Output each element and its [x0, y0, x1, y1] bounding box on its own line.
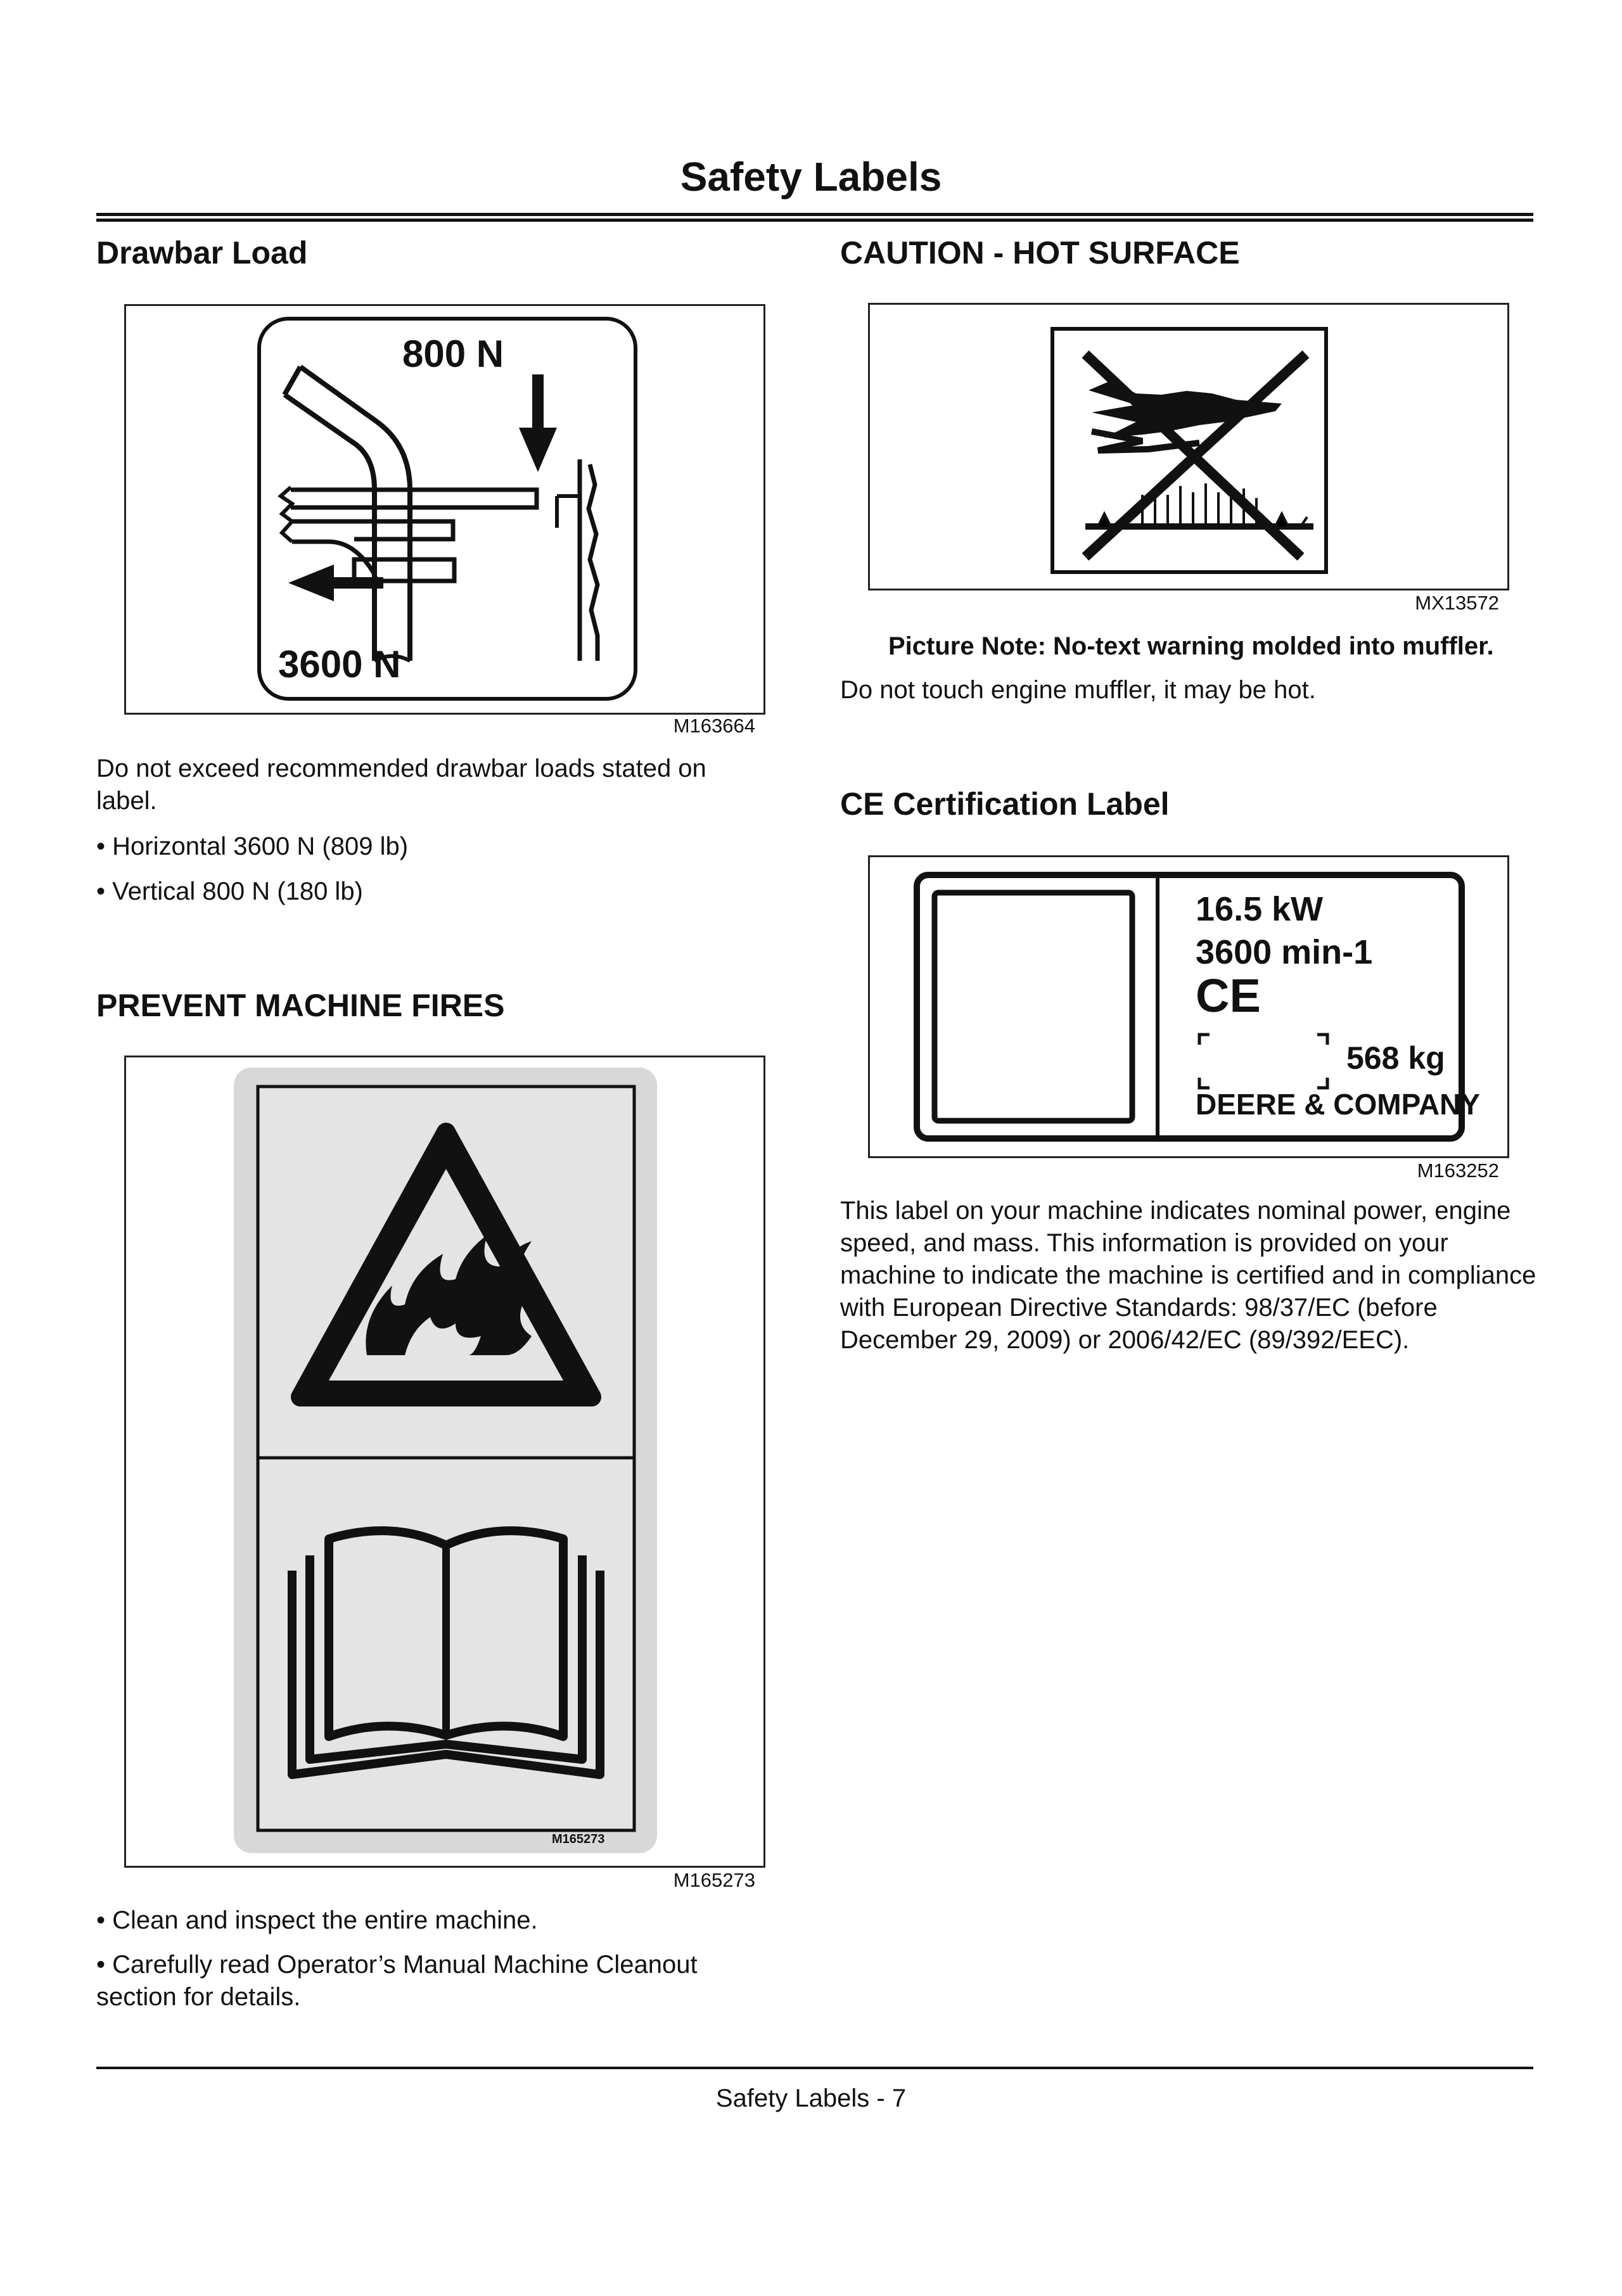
- page-title: Safety Labels: [680, 154, 942, 200]
- header-rule: [96, 213, 1533, 222]
- drawbar-intro: Do not exceed recommended drawbar loads stated on label.: [96, 755, 706, 815]
- hot-surface-figure: [868, 303, 1509, 590]
- ce-figure: [868, 855, 1509, 1158]
- drawbar-figure: [124, 304, 765, 715]
- drawbar-bullet-horizontal: • Horizontal 3600 N (809 lb): [96, 832, 409, 860]
- hot-surface-text: Do not touch engine muffler, it may be hot.: [840, 676, 1316, 704]
- ce-mark: CE: [1196, 969, 1261, 1022]
- ce-speed: 3600 min-1: [1196, 933, 1373, 971]
- hot-surface-figure-id: MX13572: [1415, 592, 1499, 614]
- fires-bullet-read-manual: • Carefully read Operator’s Manual Machine Cleanout section for details.: [96, 1951, 698, 2011]
- vertical-load-label: 800 N: [402, 333, 504, 375]
- fire-warning-icon: [126, 1057, 763, 1866]
- fires-figure: [124, 1056, 765, 1868]
- drawbar-bullet-vertical: • Vertical 800 N (180 lb): [96, 877, 363, 905]
- horizontal-load-label: 3600 N: [278, 643, 401, 686]
- ce-company: DEERE & COMPANY: [1196, 1088, 1480, 1121]
- ce-description: This label on your machine indicates nominal power, engine speed, and mass. This information is provided on your machine to indicate the machine is certified and in compliance with European Directive Standards: 98/37/EC (before December 29, 2009) or 2006/42/EC (89/392/EEC).: [840, 1197, 1536, 1354]
- drawbar-load-icon: [126, 306, 763, 713]
- manual-book-icon: [292, 1531, 600, 1775]
- footer-rule: [96, 2067, 1533, 2069]
- page-footer: Safety Labels - 7: [715, 2084, 907, 2112]
- hot-surface-picture-note: Picture Note: No-text warning molded into muffler.: [888, 632, 1494, 660]
- fires-inner-figure-id: M165273: [552, 1832, 605, 1846]
- drawbar-figure-id: M163664: [673, 715, 755, 737]
- ce-heading: CE Certification Label: [840, 786, 1170, 822]
- ce-mass: 568 kg: [1346, 1040, 1445, 1076]
- fires-heading: PREVENT MACHINE FIRES: [96, 988, 505, 1023]
- fires-bullet-clean: • Clean and inspect the entire machine.: [96, 1906, 538, 1934]
- fires-figure-id: M165273: [673, 1869, 755, 1891]
- ce-figure-id: M163252: [1417, 1159, 1499, 1182]
- hot-surface-icon: [870, 305, 1507, 589]
- ce-certification-label-icon: [870, 857, 1507, 1156]
- hot-surface-heading: CAUTION - HOT SURFACE: [840, 235, 1240, 271]
- drawbar-heading: Drawbar Load: [96, 235, 308, 271]
- ce-power: 16.5 kW: [1196, 890, 1324, 928]
